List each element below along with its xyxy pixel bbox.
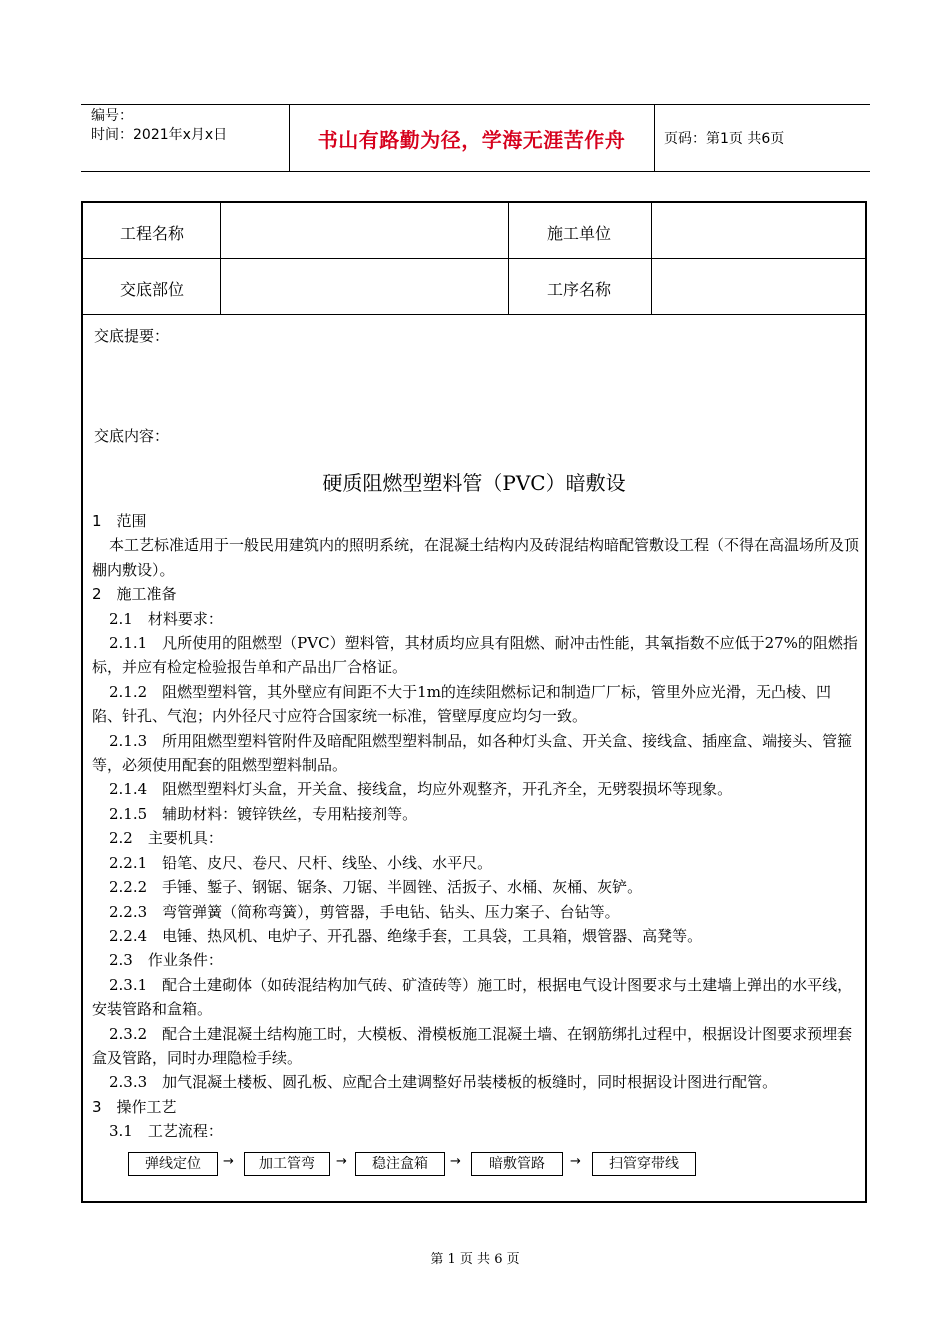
- paragraph: 本工艺标准适用于一般民用建筑内的照明系统，在混凝土结构内及砖混结构暗配管敷设工程（不得在高温场所及顶棚内敷设）。: [92, 536, 860, 579]
- flow-step: 弹线定位: [128, 1152, 218, 1176]
- paragraph: 2.2.1 铅笔、皮尺、卷尺、尺杆、线坠、小线、水平尺。: [109, 853, 493, 872]
- paragraph: 2.2.4 电锤、热风机、电炉子、开孔器、绝缘手套，工具袋，工具箱，煨管器、高凳等。: [109, 926, 703, 945]
- paragraph: 2.2.2 手锤、錾子、钢锯、锯条、刀锯、半圆锉、活扳子、水桶、灰桶、灰铲。: [109, 878, 643, 897]
- table-row-divider: [83, 258, 865, 259]
- arrow-right-icon: →: [570, 1154, 581, 1169]
- header-top-rule: [81, 104, 870, 105]
- flow-step: 扫管穿带线: [592, 1152, 696, 1176]
- paragraph: 2.1.3 所用阻燃型塑料管附件及暗配阻燃型塑料制品，如各种灯头盒、开关盒、接线盒、插座盒、端接头、管箍等，必须使用配套的阻燃型塑料制品。: [92, 731, 853, 775]
- subsection-heading: 2.3 作业条件：: [109, 951, 223, 970]
- process-name-label: 工序名称: [547, 280, 612, 299]
- handover-form: [81, 201, 867, 1203]
- handover-part-label: 交底部位: [120, 280, 185, 299]
- subsection-heading: 2.2 主要机具：: [109, 829, 223, 848]
- paragraph: 2.3.2 配合土建混凝土结构施工时，大模板、滑模板施工混凝土墙、在钢筋绑扎过程中，根据设计图要求预埋套盒及管路，同时办理隐检手续。: [92, 1024, 853, 1067]
- arrow-right-icon: →: [223, 1154, 234, 1169]
- header-divider: [654, 104, 655, 171]
- time-label: 时间：2021年x月x日: [91, 127, 228, 143]
- number-label: 编号：: [91, 108, 133, 124]
- flow-step: 暗敷管路: [471, 1152, 563, 1176]
- arrow-right-icon: →: [336, 1154, 347, 1169]
- paragraph: 2.1.4 阻燃型塑料灯头盒，开关盒、接线盒，均应外观整齐，开孔齐全，无劈裂损坏等现象。: [109, 780, 733, 799]
- flow-step: 加工管弯: [244, 1152, 330, 1176]
- table-col-divider: [651, 203, 652, 314]
- document-body: [92, 509, 860, 1144]
- section-heading: 3 操作工艺: [92, 1097, 177, 1116]
- table-col-divider: [508, 203, 509, 314]
- page-footer: 第 1 页 共 6 页: [430, 1252, 520, 1267]
- project-name-label: 工程名称: [120, 224, 185, 243]
- header-page-label: 页码：第1页 共6页: [664, 131, 785, 147]
- subsection-heading: 3.1 工艺流程：: [109, 1122, 223, 1141]
- summary-label: 交底提要：: [94, 327, 170, 345]
- arrow-right-icon: →: [450, 1154, 461, 1169]
- paragraph: 2.3.3 加气混凝土楼板、圆孔板、应配合土建调整好吊装楼板的板缝时，同时根据设计图进行配管。: [109, 1073, 778, 1092]
- paragraph: 2.1.1 凡所使用的阻燃型（PVC）塑料管，其材质均应具有阻燃、耐冲击性能，其氧指数不应低于27%的阻燃指标，并应有检定检验报告单和产品出厂合格证。: [92, 634, 858, 677]
- paragraph: 2.2.3 弯管弹簧（简称弯簧），剪管器，手电钻、钻头、压力案子、台钻等。: [109, 902, 620, 921]
- document-title: 硬质阻燃型塑料管（PVC）暗敷设: [322, 471, 626, 495]
- construction-unit-label: 施工单位: [547, 224, 612, 243]
- header-meta: [91, 107, 227, 145]
- content-label: 交底内容：: [94, 427, 170, 445]
- table-row-divider: [83, 314, 865, 315]
- flow-step: 稳注盒箱: [355, 1152, 445, 1176]
- header-bottom-rule: [81, 171, 870, 172]
- section-heading: 1 范围: [92, 512, 147, 530]
- subsection-heading: 2.1 材料要求：: [109, 609, 223, 628]
- paragraph: 2.1.2 阻燃型塑料管，其外壁应有间距不大于1m的连续阻燃标记和制造厂厂标，管里外应光滑，无凸棱、凹陷、针孔、气泡；内外径尺寸应符合国家统一标准，管壁厚度应均匀一致。: [92, 682, 831, 726]
- paragraph: 2.1.5 辅助材料：镀锌铁丝，专用粘接剂等。: [109, 804, 418, 823]
- section-heading: 2 施工准备: [92, 585, 177, 604]
- header-motto: 书山有路勤为径，学海无涯苦作舟: [317, 128, 626, 152]
- table-col-divider: [220, 203, 221, 314]
- paragraph: 2.3.1 配合土建砌体（如砖混结构加气砖、矿渣砖等）施工时，根据电气设计图要求与土建墙上弹出的水平线，安装管路和盒箱。: [92, 975, 853, 1019]
